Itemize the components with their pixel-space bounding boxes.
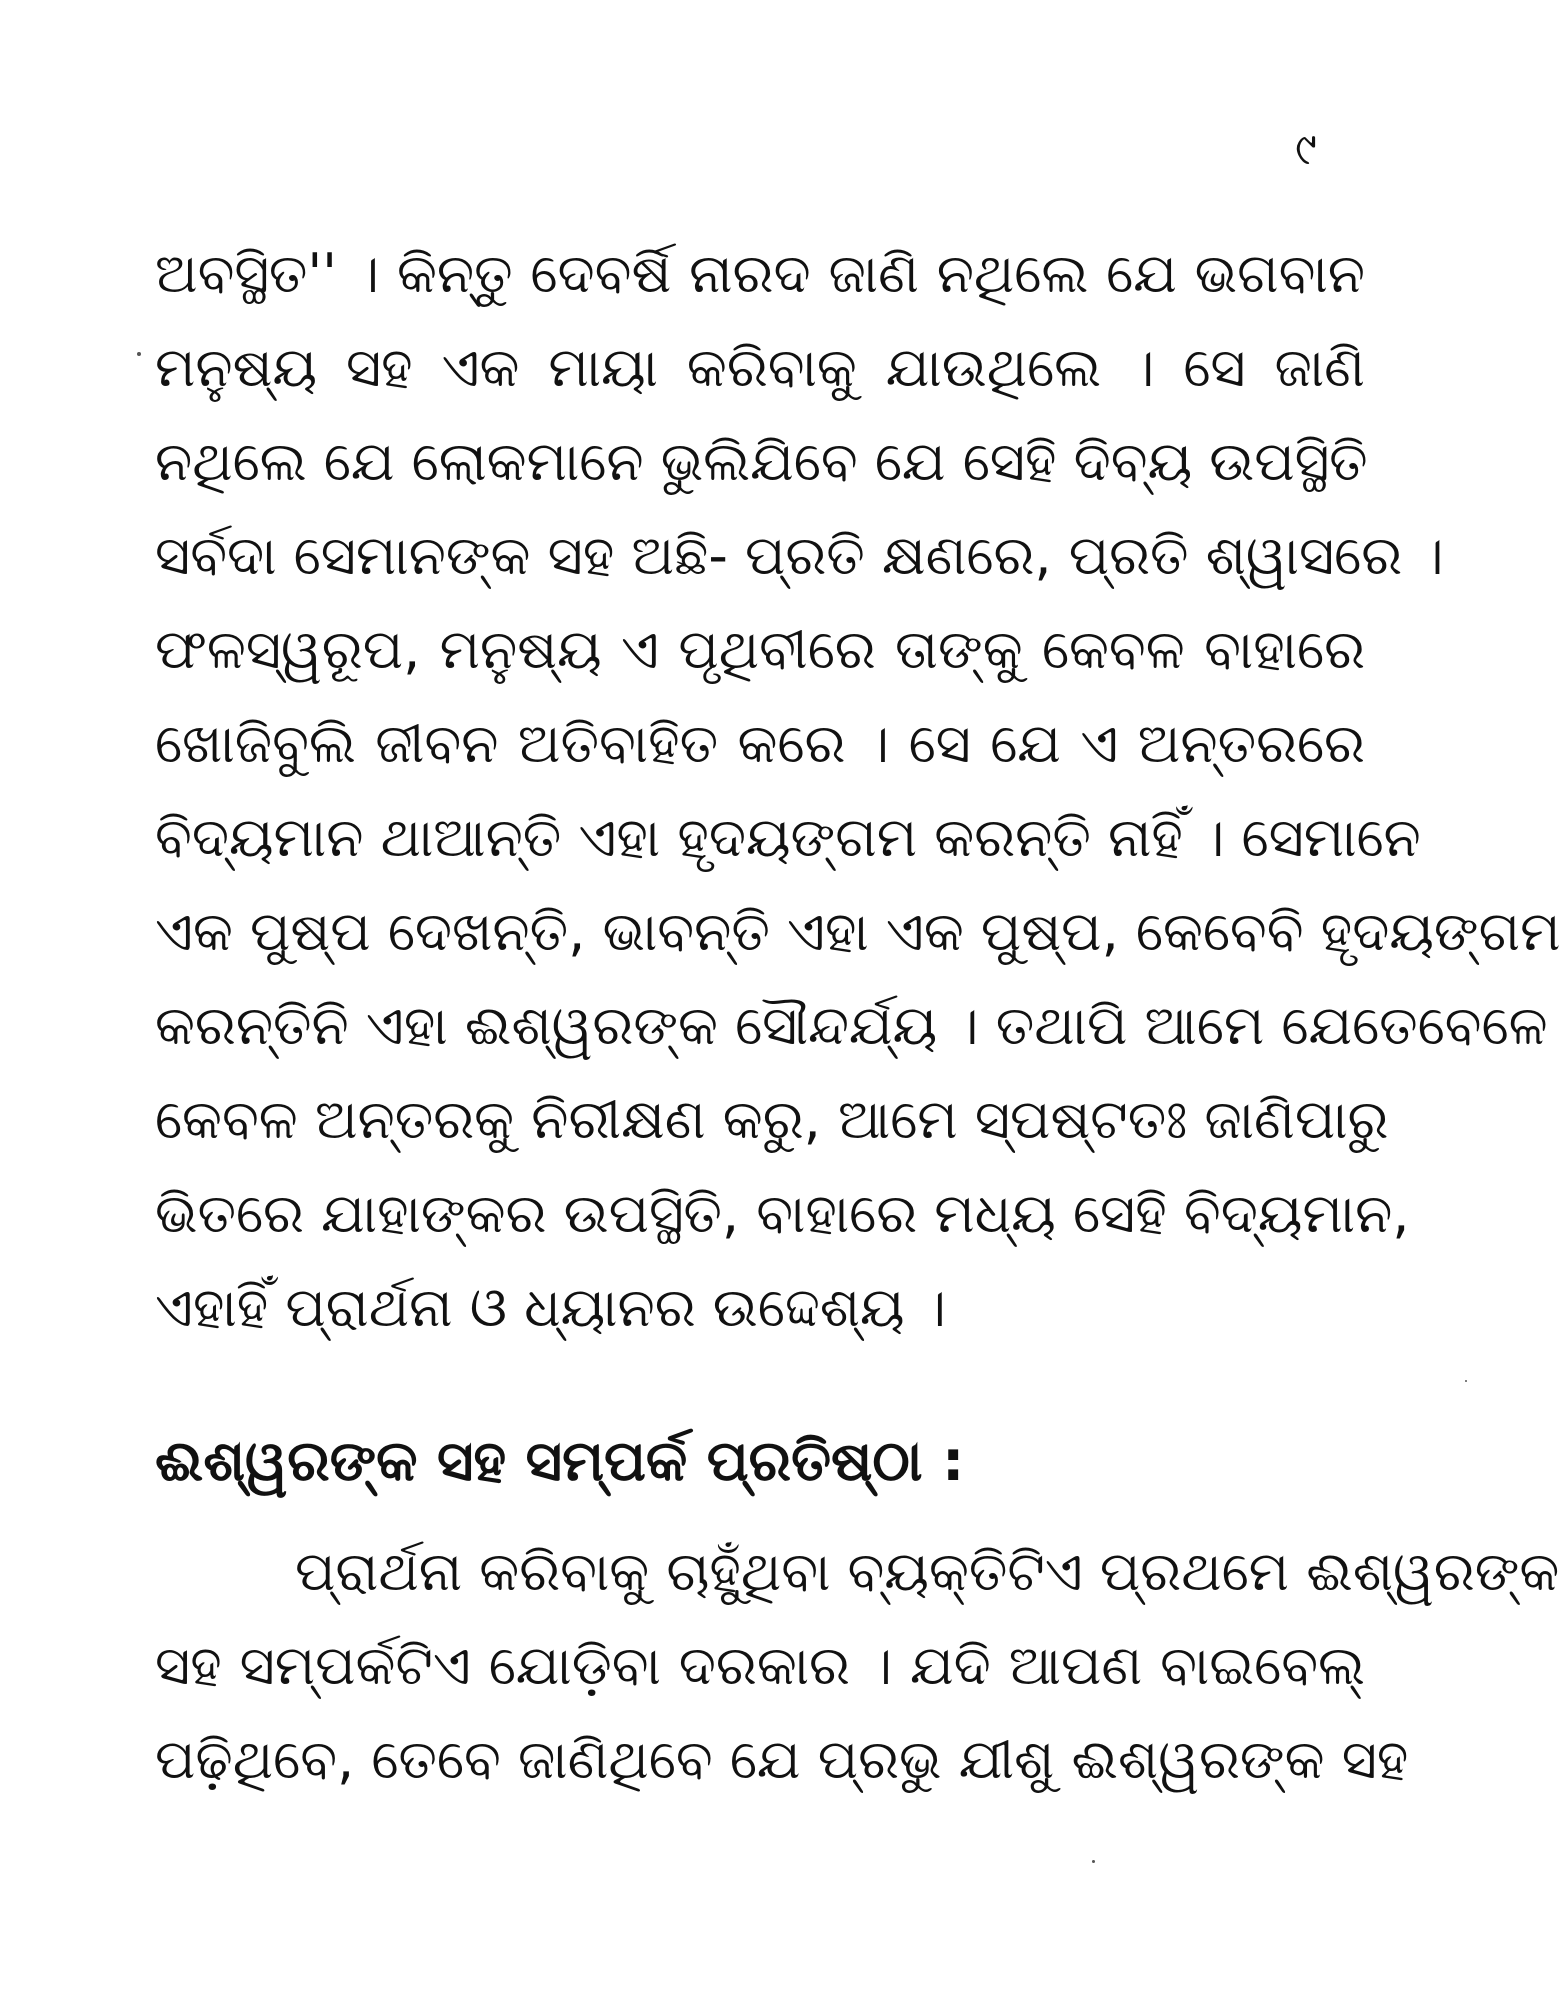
paragraph-line: ଅବସ୍ଥିତ'' । କିନ୍ତୁ ଦେବର୍ଷି ନାରଦ ଜାଣି ନଥିଲେ ଯେ ଭଗବାନ <box>155 242 1365 305</box>
page-number: ୯ <box>1295 124 1317 175</box>
paragraph-line: ପଢ଼ିଥିବେ, ତେବେ ଜାଣିଥିବେ ଯେ ପ୍ରଭୁ ଯୀଶୁ ଈଶ୍ୱରଙ୍କ ସହ <box>155 1728 1409 1791</box>
paragraph-line: ଫଳସ୍ୱରୂପ, ମନୁଷ୍ୟ ଏ ପୃଥିବୀରେ ତାଙ୍କୁ କେବଳ ବାହାରେ <box>155 618 1365 681</box>
paragraph-line: ଖୋଜିବୁଲି ଜୀବନ ଅତିବାହିତ କରେ । ସେ ଯେ ଏ ଅନ୍ତରରେ <box>155 712 1365 775</box>
paragraph-line: କରନ୍ତିନି ଏହା ଈଶ୍ୱରଙ୍କ ସୌନ୍ଦର୍ଯ୍ୟ । ତଥାପି ଆମେ ଯେତେବେଳେ <box>155 994 1548 1057</box>
ink-speck <box>1092 1860 1095 1863</box>
paragraph-line: ଏହାହିଁ ପ୍ରାର୍ଥନା ଓ ଧ୍ୟାନର ଉଦ୍ଦେଶ୍ୟ । <box>155 1276 947 1339</box>
paragraph-line: ସହ ସମ୍ପର୍କଟିଏ ଯୋଡ଼ିବା ଦରକାର । ଯଦି ଆପଣ ବାଇବେଲ୍ <box>155 1634 1365 1697</box>
paragraph-line: ଭିତରେ ଯାହାଙ୍କର ଉପସ୍ଥିତି, ବାହାରେ ମଧ୍ୟ ସେହି ବିଦ୍ୟମାନ, <box>155 1182 1410 1245</box>
paragraph-line: ବିଦ୍ୟମାନ ଥାଆନ୍ତି ଏହା ହୃଦୟଙ୍ଗମ କରନ୍ତି ନାହିଁ । ସେମାନେ <box>155 806 1421 869</box>
section-heading: ଈଶ୍ୱରଙ୍କ ସହ ସମ୍ପର୍କ ପ୍ରତିଷ୍ଠା : <box>155 1429 965 1494</box>
paragraph-line: ପ୍ରାର୍ଥନା କରିବାକୁ ଚାହୁଁଥିବା ବ୍ୟକ୍ତିଟିଏ ପ୍ରଥମେ ଈଶ୍ୱରଙ୍କ <box>295 1540 1560 1603</box>
paragraph-line: ଏକ ପୁଷ୍ପ ଦେଖନ୍ତି, ଭାବନ୍ତି ଏହା ଏକ ପୁଷ୍ପ, କେବେବି ହୃଦୟଙ୍ଗମ <box>155 900 1561 963</box>
ink-speck <box>137 352 141 356</box>
paragraph-line: ନଥିଲେ ଯେ ଲୋକମାନେ ଭୁଲିଯିବେ ଯେ ସେହି ଦିବ୍ୟ ଉପସ୍ଥିତି <box>155 430 1368 493</box>
paragraph-line: କେବଳ ଅନ୍ତରକୁ ନିରୀକ୍ଷଣ କରୁ, ଆମେ ସ୍ପଷ୍ଟତଃ ଜାଣିପାରୁ <box>155 1088 1389 1151</box>
paragraph-line: ସର୍ବଦା ସେମାନଙ୍କ ସହ ଅଛି- ପ୍ରତି କ୍ଷଣରେ, ପ୍ରତି ଶ୍ୱାସରେ । <box>155 524 1444 587</box>
ink-speck <box>1465 1380 1467 1382</box>
paragraph-line: ମନୁଷ୍ୟ ସହ ଏକ ମାୟା କରିବାକୁ ଯାଉଥିଲେ । ସେ ଜାଣି <box>155 336 1365 399</box>
